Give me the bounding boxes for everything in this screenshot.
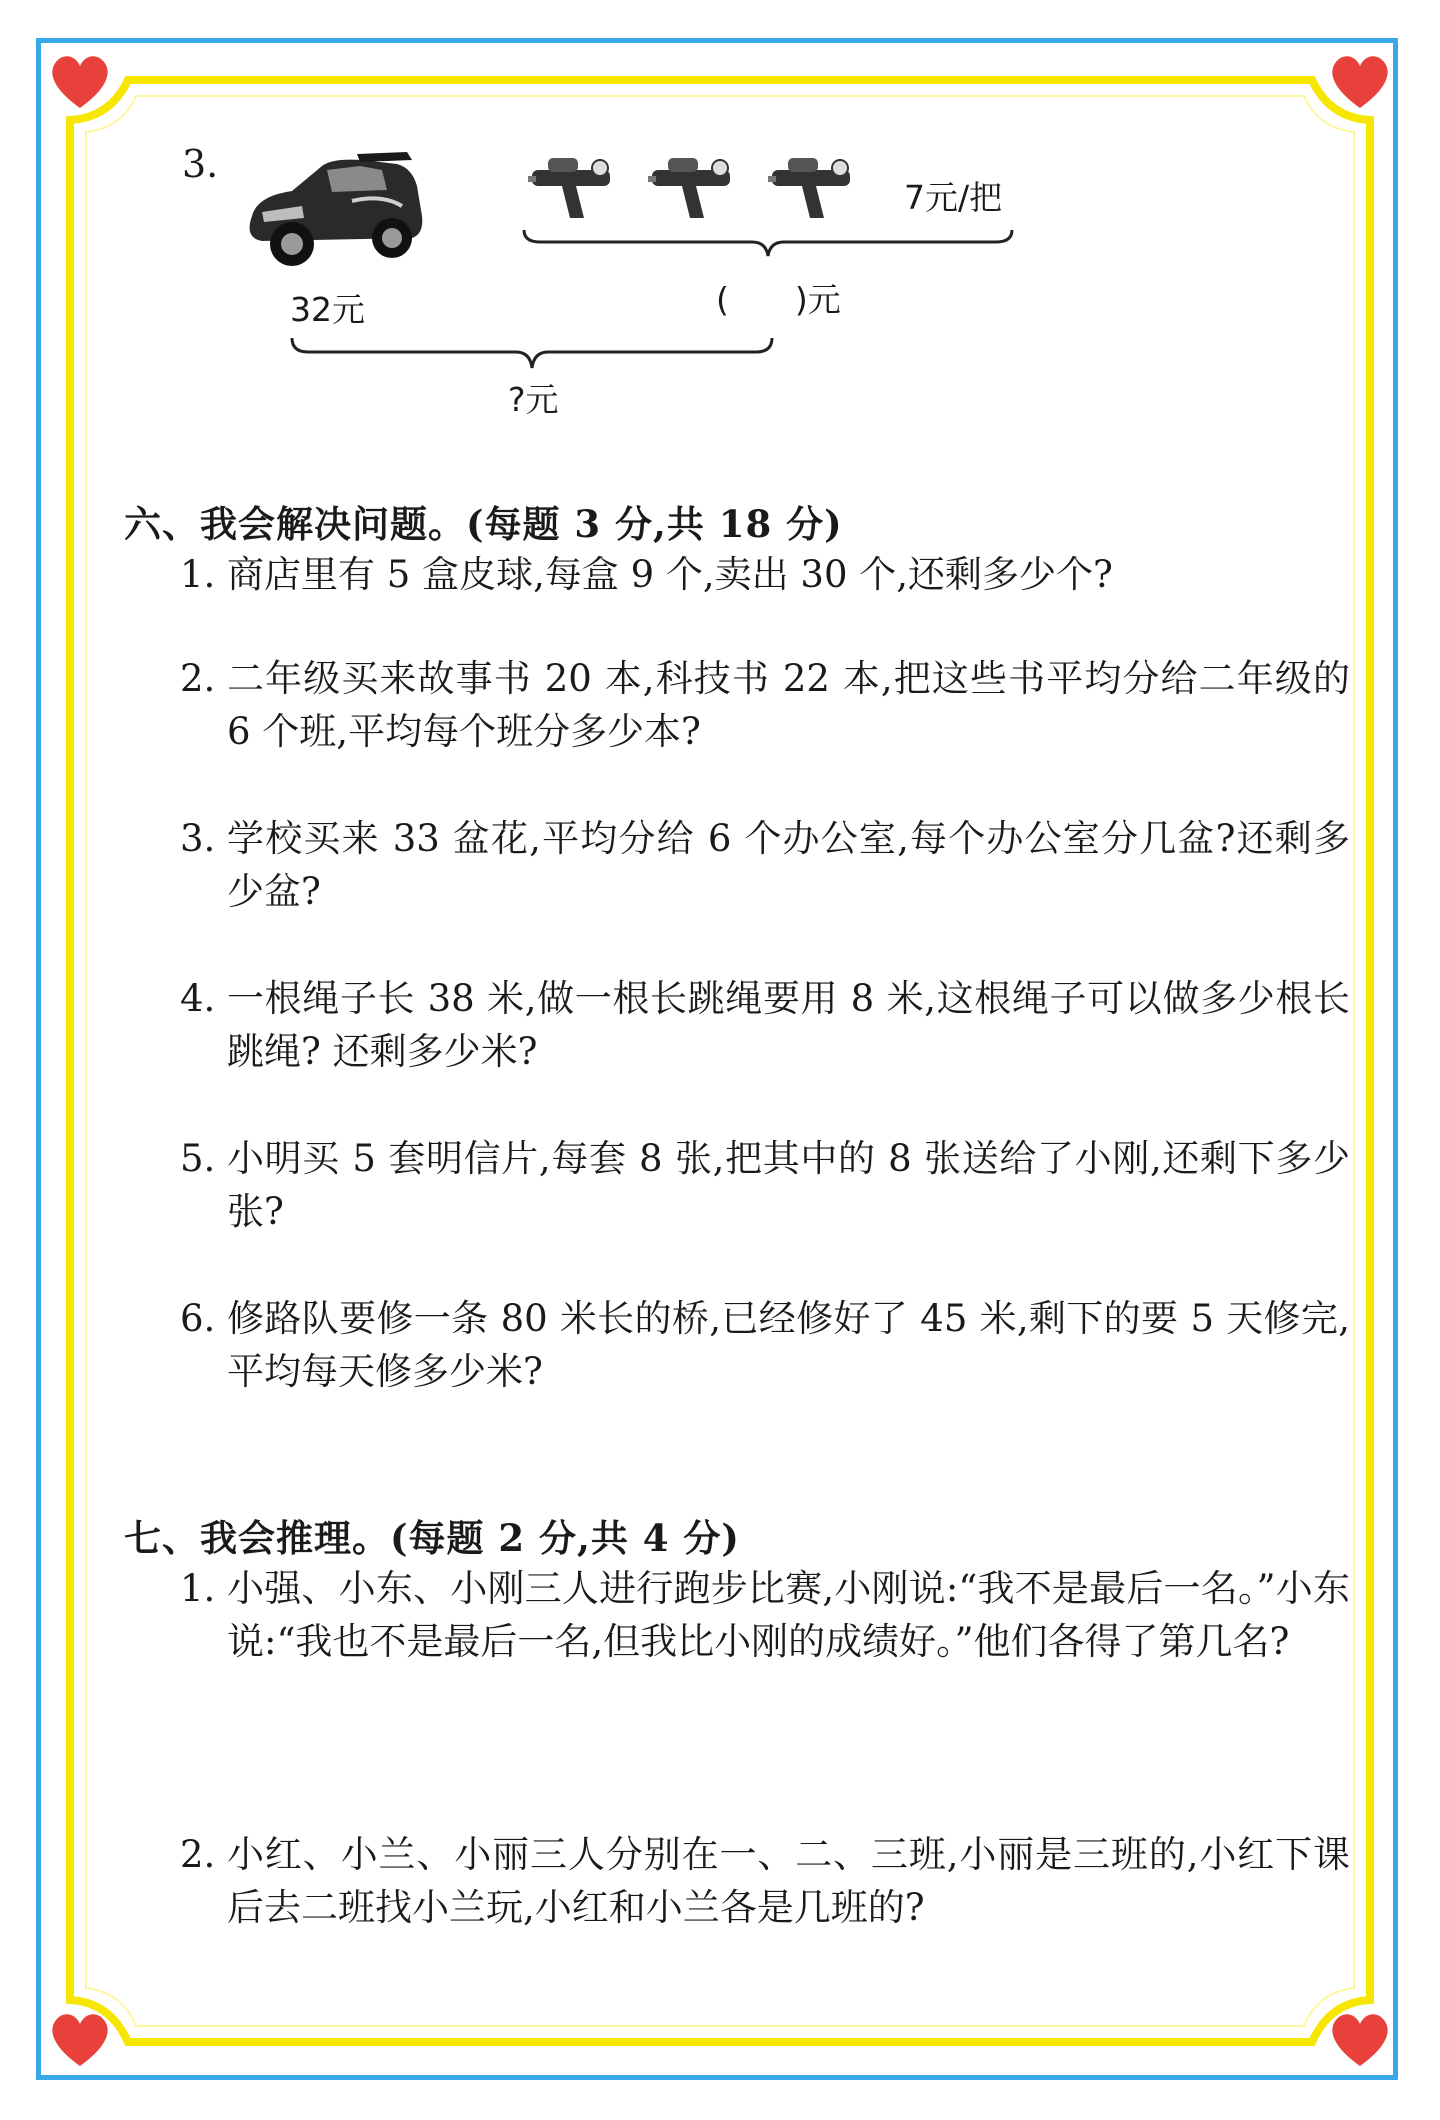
section-6-problem: [180, 812, 1350, 918]
water-guns-image: [528, 152, 888, 232]
total-price-label: ?元: [508, 380, 559, 419]
problem-text: 小红、小兰、小丽三人分别在一、二、三班,小丽是三班的,小红下课后去二班找小兰玩,小红和小兰各是几班的?: [227, 1833, 1350, 1929]
problem-text: 学校买来 33 盆花,平均分给 6 个办公室,每个办公室分几盆?还剩多少盆?: [227, 817, 1350, 913]
problem-text: 商店里有 5 盒皮球,每盒 9 个,卖出 30 个,还剩多少个?: [227, 553, 1113, 596]
gun-price-label: 7元/把: [904, 178, 1003, 217]
problem-text: 修路队要修一条 80 米长的桥,已经修好了 45 米,剩下的要 5 天修完,平均每天修多少米?: [227, 1297, 1350, 1393]
problem-text: 小明买 5 套明信片,每套 8 张,把其中的 8 张送给了小刚,还剩下多少张?: [227, 1137, 1350, 1233]
problem-number: 4.: [180, 977, 216, 1020]
car-price-label: 32元: [290, 290, 365, 329]
section-7-title: 七、我会推理。(每题 2 分,共 4 分): [124, 1516, 740, 1560]
problem-number: 3.: [180, 817, 216, 860]
problem-text: 二年级买来故事书 20 本,科技书 22 本,把这些书平均分给二年级的 6 个班,平均每个班分多少本?: [227, 657, 1350, 753]
section-6-problem: [180, 548, 1350, 601]
problem-number: 2.: [180, 1833, 216, 1876]
problem-number: 2.: [180, 657, 216, 700]
problem-3-number: 3.: [182, 142, 219, 186]
section-6-problem: [180, 972, 1350, 1078]
problem-number: 1.: [180, 1567, 216, 1610]
problem-number: 1.: [180, 553, 216, 596]
toy-car-image: [232, 146, 432, 276]
guns-brace: [520, 228, 1016, 260]
section-6-problem: [180, 652, 1350, 758]
section-7-problem: [180, 1562, 1350, 1668]
section-6-title: 六、我会解决问题。(每题 3 分,共 18 分): [124, 502, 843, 546]
problem-number: 6.: [180, 1297, 216, 1340]
section-6-problem: [180, 1292, 1350, 1398]
section-6-problem: [180, 1132, 1350, 1238]
problem-text: 小强、小东、小刚三人进行跑步比赛,小刚说:“我不是最后一名。”小东说:“我也不是最后一名,但我比小刚的成绩好。”他们各得了第几名?: [227, 1567, 1350, 1663]
problem-number: 5.: [180, 1137, 216, 1180]
section-7-problem: [180, 1828, 1350, 1934]
problem-text: 一根绳子长 38 米,做一根长跳绳要用 8 米,这根绳子可以做多少根长跳绳? 还剩多少米?: [227, 977, 1350, 1073]
total-brace: [288, 336, 776, 372]
gun-total-blank: ( )元: [716, 280, 841, 319]
